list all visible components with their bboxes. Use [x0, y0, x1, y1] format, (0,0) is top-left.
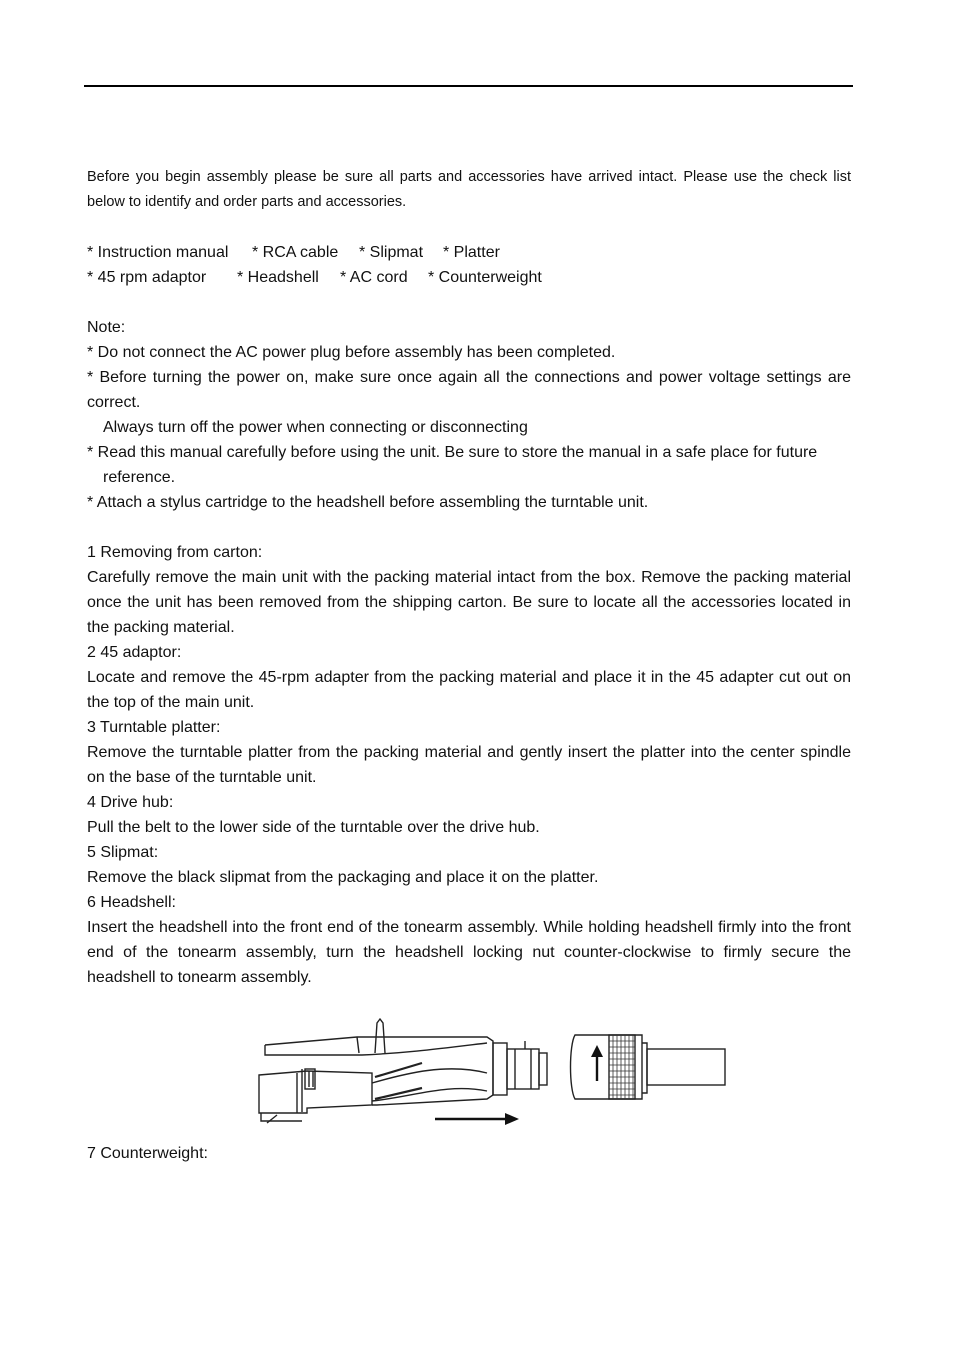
step-text: Carefully remove the main unit with the packing material intact from the box. Remove the packing material once the unit has been removed from the shipping carton. Be sure to locate all the accessories located in the packing material. — [87, 569, 851, 636]
part-item: * Slipmat — [359, 244, 424, 261]
step-heading: 4 Drive hub: — [87, 794, 174, 811]
part-item: * RCA cable — [252, 244, 339, 261]
headshell-collar — [493, 1043, 507, 1095]
manual-page-content — [87, 165, 851, 990]
step-text: Locate and remove the 45-rpm adapter from the packing material and place it in the 45 adapter cut out on the top of the main unit. — [87, 669, 851, 711]
locking-nut — [571, 1035, 643, 1099]
step-text: Pull the belt to the lower side of the turntable over the drive hub. — [87, 819, 540, 836]
note-item: * Read this manual carefully before using the unit. Be sure to store the manual in a safe place for future — [87, 444, 818, 461]
step-heading: 5 Slipmat: — [87, 844, 159, 861]
step-heading: 3 Turntable platter: — [87, 719, 221, 736]
note-item: * Do not connect the AC power plug before assembly has been completed. — [87, 344, 616, 361]
tonearm-tube — [647, 1049, 725, 1085]
step-text: Remove the black slipmat from the packaging and place it on the platter. — [87, 869, 599, 886]
note-item: * Before turning the power on, make sure once again all the connections and power voltage settings are correct. — [87, 369, 851, 411]
part-item: * Headshell — [237, 269, 319, 286]
step-text: Insert the headshell into the front end of the tonearm assembly. While holding headshell firmly into the front end of the tonearm assembly, turn the headshell locking nut counter-clockwise to firmly secure the headshell to tonearm assembly. — [87, 919, 851, 986]
intro-paragraph: Before you begin assembly please be sure all parts and accessories have arrived intact. Please use the check list below to identify and order parts and accessories. — [87, 169, 851, 210]
rotation-arrow-icon — [591, 1045, 603, 1081]
header-rule — [84, 85, 853, 87]
finger-lift — [375, 1019, 385, 1053]
step-heading: 1 Removing from carton: — [87, 544, 263, 561]
step-heading: 7 Counterweight: — [87, 1145, 208, 1162]
note-item-sub: Always turn off the power when connecting or disconnecting — [103, 419, 528, 436]
part-item: * Platter — [443, 244, 500, 261]
parts-checklist-row-1 — [87, 240, 851, 265]
step-heading: 2 45 adaptor: — [87, 644, 182, 661]
insert-direction-arrow-icon — [435, 1113, 519, 1125]
knurl-pattern — [609, 1035, 635, 1099]
step-heading: 6 Headshell: — [87, 894, 176, 911]
note-item: * Attach a stylus cartridge to the headshell before assembling the turntable unit. — [87, 494, 649, 511]
part-item: * AC cord — [340, 269, 408, 286]
part-item: * Instruction manual — [87, 244, 229, 261]
note-heading: Note: — [87, 319, 126, 336]
headshell-assembly-diagram — [247, 1013, 737, 1128]
note-item-continued: reference. — [103, 469, 176, 486]
parts-checklist-row-2 — [87, 265, 851, 290]
part-item: * Counterweight — [428, 269, 542, 286]
step-text: Remove the turntable platter from the packing material and gently insert the platter into the center spindle on the base of the turntable unit. — [87, 744, 851, 786]
part-item: * 45 rpm adaptor — [87, 269, 207, 286]
